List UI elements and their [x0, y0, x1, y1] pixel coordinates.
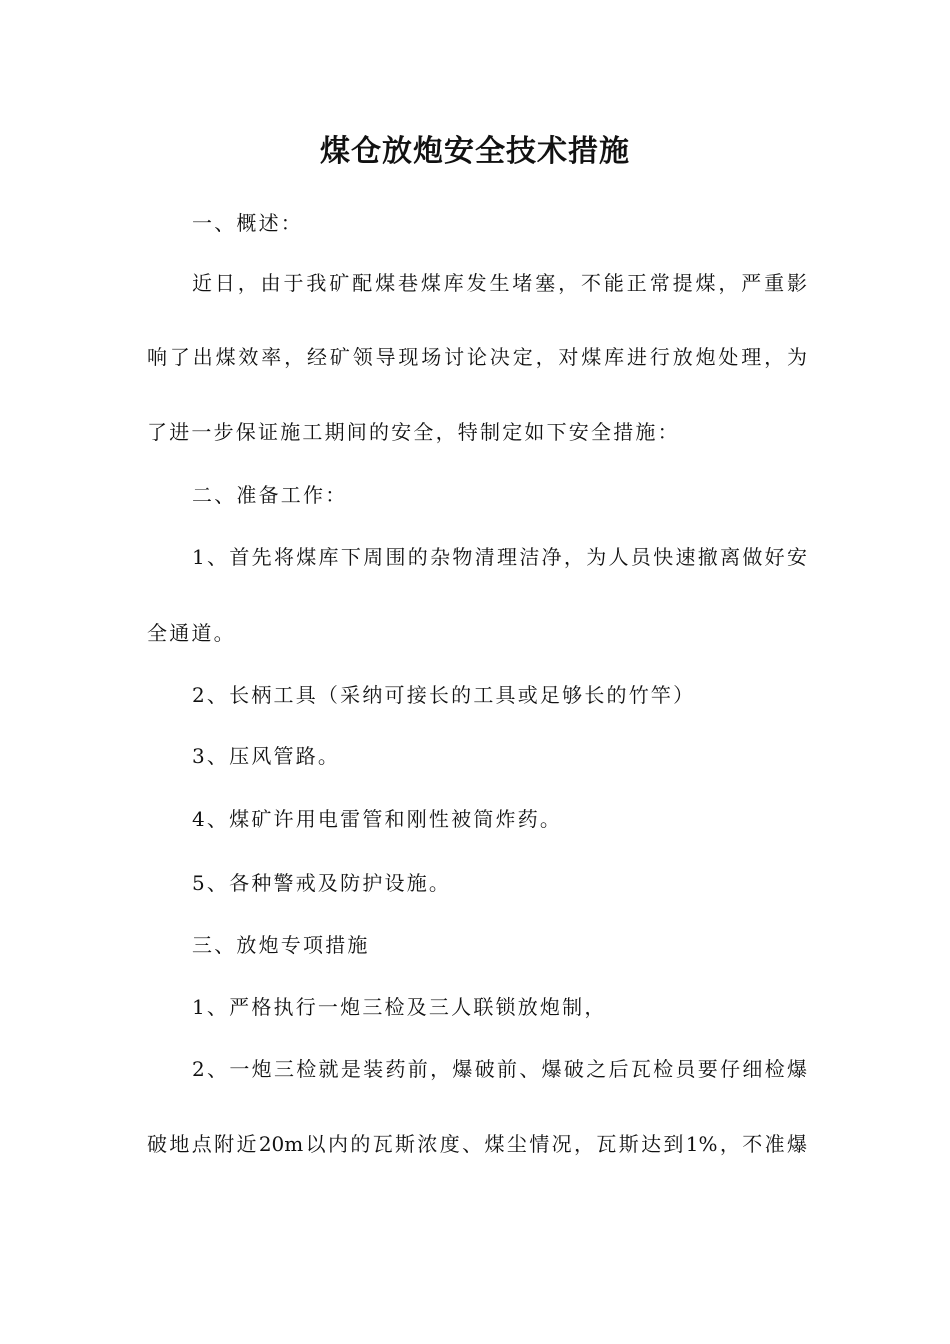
paragraph-line: 近日，由于我矿配煤巷煤库发生堵塞，不能正常提煤，严重影 — [192, 271, 807, 295]
list-item-line: 全通道。 — [147, 621, 236, 645]
list-item-line: 2、一炮三检就是装药前，爆破前、爆破之后瓦检员要仔细检爆 — [192, 1057, 807, 1081]
list-item-line: 1、首先将煤库下周围的杂物清理洁净，为人员快速撤离做好安 — [192, 545, 807, 569]
document-title: 煤仓放炮安全技术措施 — [320, 134, 630, 169]
list-item: 3、压风管路。 — [192, 744, 341, 768]
section-heading-preparation: 二、准备工作： — [192, 483, 348, 507]
paragraph-line: 了进一步保证施工期间的安全，特制定如下安全措施： — [147, 420, 680, 444]
list-item: 1、严格执行一炮三检及三人联锁放炮制， — [192, 995, 607, 1019]
list-item: 5、各种警戒及防护设施。 — [192, 871, 452, 895]
list-item: 2、长柄工具（采纳可接长的工具或足够长的竹竿） — [192, 683, 696, 707]
list-item-line: 破地点附近20m以内的瓦斯浓度、煤尘情况，瓦斯达到1%，不准爆 — [147, 1132, 807, 1156]
paragraph-line: 响了出煤效率，经矿领导现场讨论决定，对煤库进行放炮处理，为 — [147, 345, 807, 369]
section-heading-overview: 一、概述： — [192, 211, 303, 235]
section-heading-blasting-measures: 三、放炮专项措施 — [192, 933, 370, 957]
list-item: 4、煤矿许用电雷管和刚性被筒炸药。 — [192, 807, 563, 831]
